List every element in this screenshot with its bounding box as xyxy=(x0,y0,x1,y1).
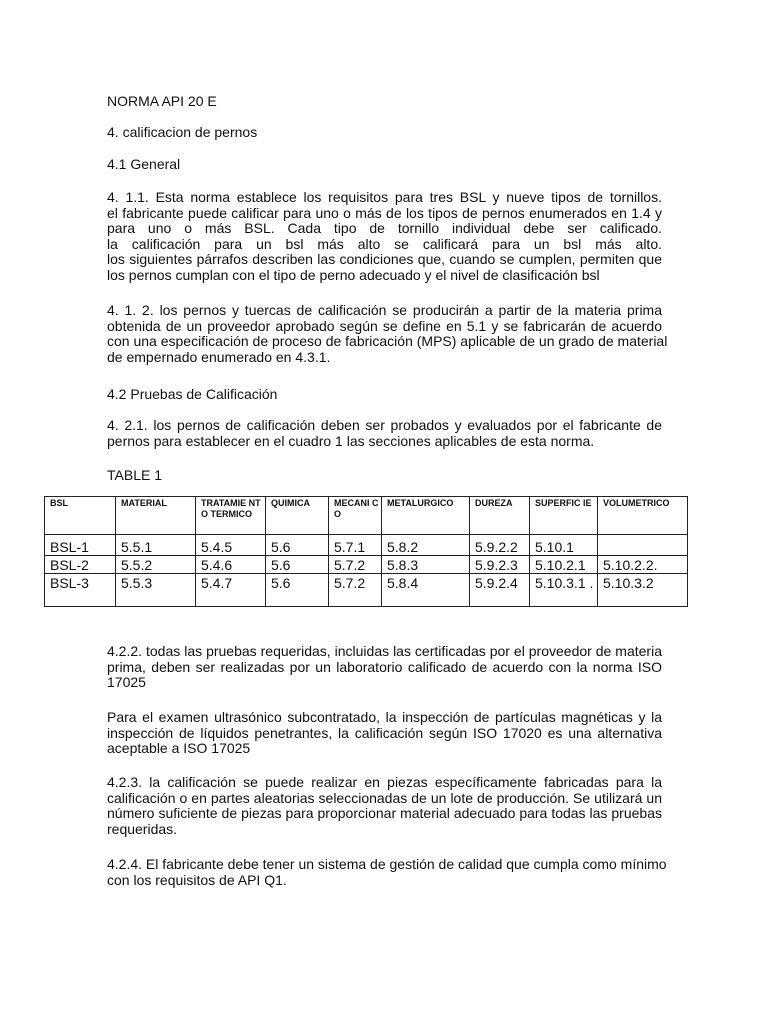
table-cell: 5.10.2.1 xyxy=(530,556,598,574)
section-4-heading: 4. calificacion de pernos xyxy=(107,124,258,140)
paragraph-line: requeridas. xyxy=(107,820,178,837)
table-cell: 5.5.1 xyxy=(116,535,196,556)
table-cell: 5.5.3 xyxy=(116,574,196,607)
paragraph-line: 4.2.2. todas las pruebas requeridas, incluidas las certificadas por el proveedor de materia xyxy=(107,643,662,659)
table-header-cell: MECANI CO xyxy=(329,497,382,535)
paragraph-line: con una especificación de proceso de fabricación (MPS) aplicable de un grado de material xyxy=(107,333,668,349)
section-4-1-heading: 4.1 General xyxy=(107,156,181,172)
paragraph-line: prima, deben ser realizadas por un laboratorio calificado de acuerdo con la norma ISO xyxy=(107,658,662,675)
table-cell: 5.9.2.3 xyxy=(470,556,530,574)
table-header-cell: MATERIAL xyxy=(116,497,196,535)
table-header-cell: SUPERFIC IE xyxy=(530,497,598,535)
table-cell: 5.5.2 xyxy=(116,556,196,574)
paragraph-line: 4. 2.1. los pernos de calificación deben ser probados y evaluados por el fabricante de xyxy=(107,417,662,433)
paragraph-4-1-2 xyxy=(107,302,668,365)
paragraph-line: aceptable a ISO 17025 xyxy=(107,740,251,756)
table-cell: 5.7.2 xyxy=(329,574,382,607)
paragraph-line: Para el examen ultrasónico subcontratado, la inspección de partículas magnéticas y la xyxy=(107,709,662,725)
paragraph-line: inspección de líquidos penetrantes, la calificación según ISO 17020 es una alternativa xyxy=(107,724,662,741)
table-cell: 5.10.3.1 . xyxy=(530,574,598,607)
paragraph-line: 4.2.3. la calificación se puede realizar en piezas específicamente fabricadas para la xyxy=(107,774,662,790)
table-header-cell: METALURGICO xyxy=(382,497,470,535)
paragraph-4-2-4 xyxy=(107,856,667,888)
paragraph-line: de empernado enumerado en 4.3.1. xyxy=(107,348,331,365)
table-cell: 5.8.2 xyxy=(382,535,470,556)
table-header-cell: DUREZA xyxy=(470,497,530,535)
table-cell: 5.8.3 xyxy=(382,556,470,574)
table-label: TABLE 1 xyxy=(107,467,162,483)
paragraph-ultrasonic xyxy=(107,710,662,757)
table-row xyxy=(45,556,688,574)
paragraph-line: calificación o en partes aleatorias seleccionadas de un lote de producción. Se utilizará un xyxy=(107,789,662,806)
table-cell: 5.7.1 xyxy=(329,535,382,556)
paragraph-4-2-1 xyxy=(107,418,662,449)
paragraph-line: con los requisitos de API Q1. xyxy=(107,871,287,888)
table-header-cell: BSL xyxy=(45,497,116,535)
paragraph-4-2-3 xyxy=(107,775,662,837)
paragraph-line: pernos para establecer en el cuadro 1 las secciones aplicables de esta norma. xyxy=(107,432,595,449)
document-title: NORMA API 20 E xyxy=(107,93,217,109)
section-4-2-heading: 4.2 Pruebas de Calificación xyxy=(107,386,278,402)
paragraph-line: los siguientes párrafos describen las condiciones que, cuando se cumplen, permiten que xyxy=(107,251,662,267)
table-cell: 5.8.4 xyxy=(382,574,470,607)
table-header-cell: VOLUMETRICO xyxy=(598,497,688,535)
paragraph-line: obtenida de un proveedor aprobado según se define en 5.1 y se fabricarán de acuerdo xyxy=(107,317,662,334)
table-cell: 5.6 xyxy=(266,574,329,607)
table-cell: BSL-3 xyxy=(45,574,116,607)
table-cell: 5.9.2.4 xyxy=(470,574,530,607)
paragraph-line: 4. 1.1. Esta norma establece los requisitos para tres BSL y nueve tipos de tornillos. xyxy=(107,189,662,205)
paragraph-line: 4. 1. 2. los pernos y tuercas de calificación se producirán a partir de la materia prima xyxy=(107,302,662,318)
paragraph-line: número suficiente de piezas para proporcionar material adecuado para todas las pruebas xyxy=(107,805,662,821)
bsl-table xyxy=(44,496,688,607)
paragraph-line: el fabricante puede calificar para uno o más de los tipos de pernos enumerados en 1.4 y xyxy=(107,204,662,221)
table-cell: BSL-2 xyxy=(45,556,116,574)
table-cell: 5.4.7 xyxy=(196,574,266,607)
table-cell: 5.6 xyxy=(266,556,329,574)
table-row xyxy=(45,574,688,607)
table-cell: BSL-1 xyxy=(45,535,116,556)
table-header-cell: TRATAMIE NTO TERMICO xyxy=(196,497,266,535)
table-header-row xyxy=(45,497,688,535)
table-cell: 5.9.2.2 xyxy=(470,535,530,556)
paragraph-line: los pernos cumplan con el tipo de perno adecuado y el nivel de clasificación bsl xyxy=(107,266,600,283)
paragraph-line: la calificación para un bsl más alto se calificará para un bsl más alto. xyxy=(107,235,662,252)
paragraph-line: 4.2.4. El fabricante debe tener un sistema de gestión de calidad que cumpla como mínimo xyxy=(107,856,667,872)
paragraph-line: 17025 xyxy=(107,674,146,690)
table-cell: 5.10.1 xyxy=(530,535,598,556)
table-cell: 5.4.5 xyxy=(196,535,266,556)
table-header-cell: QUIMICA xyxy=(266,497,329,535)
table-row xyxy=(45,535,688,556)
table-cell: 5.4.6 xyxy=(196,556,266,574)
table-cell: 5.10.3.2 xyxy=(598,574,688,607)
table-cell xyxy=(598,535,688,556)
table-cell: 5.10.2.2. xyxy=(598,556,688,574)
table-cell: 5.6 xyxy=(266,535,329,556)
paragraph-4-1-1 xyxy=(107,190,662,283)
table-cell: 5.7.2 xyxy=(329,556,382,574)
paragraph-line: para uno o más BSL. Cada tipo de tornillo individual debe ser calificado. xyxy=(107,220,662,236)
paragraph-4-2-2 xyxy=(107,644,662,691)
